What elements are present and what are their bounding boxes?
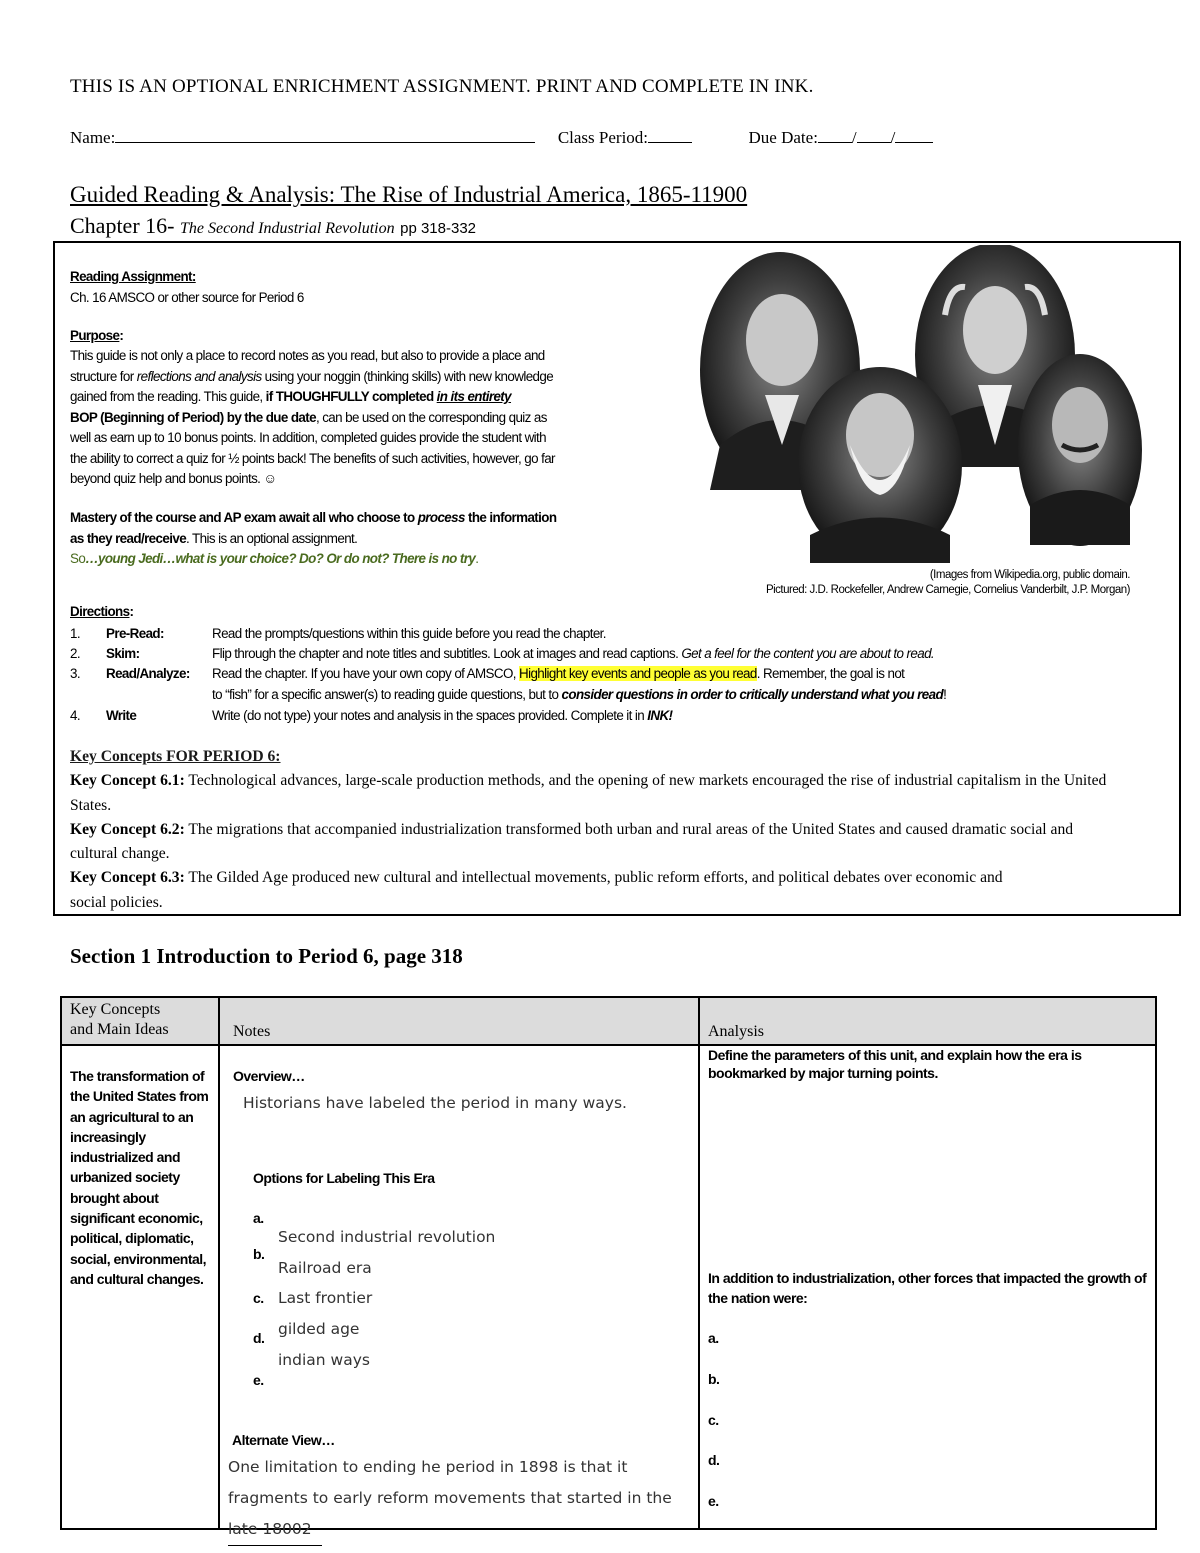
overview-label: Overview… <box>233 1068 305 1084</box>
options-label: Options for Labeling This Era <box>253 1170 435 1186</box>
analysis-letter[interactable]: b. <box>708 1371 720 1387</box>
option-answer[interactable]: Railroad era <box>278 1259 372 1277</box>
industrialist-portraits-image <box>700 245 1145 563</box>
chapter-label: Chapter 16- <box>70 213 175 238</box>
due-date-day-field[interactable] <box>857 128 891 143</box>
reading-assignment-text: Ch. 16 AMSCO or other source for Period 6 <box>70 290 304 305</box>
name-label: Name: <box>70 128 116 147</box>
column-divider <box>698 998 700 1528</box>
date-separator: / <box>890 128 896 147</box>
photo-credit: (Images from Wikipedia.org, public domain. Pictured: J.D. Rockefeller, Andrew Carnegie, Cornelius Vanderbilt, J.P. Morgan) <box>765 569 1130 596</box>
due-date-year-field[interactable] <box>895 128 933 143</box>
analysis-prompt-forces: In addition to industrialization, other forces that impacted the growth of the nation were: <box>708 1270 1147 1306</box>
date-separator: / <box>851 128 857 147</box>
purpose-heading: Purpose: <box>70 328 124 343</box>
option-answer[interactable]: Second industrial revolution <box>278 1228 496 1246</box>
chapter-subtitle: The Second Industrial Revolution <box>179 220 395 237</box>
alternate-view-label: Alternate View… <box>232 1432 335 1448</box>
name-field[interactable] <box>115 128 535 143</box>
option-letter: b. <box>253 1246 265 1262</box>
reading-assignment-heading: Reading Assignment: <box>70 269 196 284</box>
analysis-prompt-parameters: Define the parameters of this unit, and explain how the era is bookmarked by major turning points. <box>708 1047 1082 1081</box>
option-answer[interactable]: Last frontier <box>278 1289 373 1307</box>
option-letter: d. <box>253 1330 265 1346</box>
key-concepts <box>70 745 1140 915</box>
class-period-label: Class Period: <box>557 128 649 147</box>
guide-title: Guided Reading & Analysis: The Rise of Industrial America, 1865-11900 <box>70 182 748 207</box>
carnegie-portrait <box>798 367 962 563</box>
mastery-statement: Mastery of the course and AP exam await all who choose to process the information as they read/receive. This is an optional assignment. So…young Jedi…what is your choice? Do? Or do not? There is no try. <box>70 510 557 566</box>
purpose-text: This guide is not only a place to record notes as you read, but also to provide a place and structure for reflections and analysis using your noggin (thinking skills) with new knowledge gained from the reading. This guide, if THOUGHFULLY completed in its entirety BOP (Beginning of Period) by the due date, can be used on the corresponding quiz as well as earn up to 10 bonus points. In addition, completed guides provide the student with the ability to correct a quiz for ½ points back! The benefits of such activities, however, go far beyond quiz help and bonus points. ☺ <box>70 348 555 486</box>
overview-answer[interactable]: Historians have labeled the period in many ways. <box>243 1094 627 1112</box>
highlighted-text: Highlight key events and people as you read <box>519 666 757 681</box>
key-concept-item: Key Concept 6.3: The Gilded Age produced new cultural and intellectual movements, public reform efforts, and political debates over economic and social policies. <box>70 869 1003 911</box>
due-date-month-field[interactable] <box>818 128 852 143</box>
assignment-banner: THIS IS AN OPTIONAL ENRICHMENT ASSIGNMENT. PRINT AND COMPLETE IN INK. <box>70 76 814 97</box>
header-notes: Notes <box>233 1023 271 1040</box>
key-concepts-heading: Key Concepts FOR PERIOD 6: <box>70 748 281 765</box>
section-title: Section 1 Introduction to Period 6, page 318 <box>70 944 463 968</box>
header-analysis: Analysis <box>708 1023 764 1040</box>
analysis-letter[interactable]: c. <box>708 1412 719 1428</box>
class-period-field[interactable] <box>648 128 692 143</box>
notes-table <box>60 996 1157 1538</box>
directions-heading: Directions: <box>70 604 134 619</box>
table-header-row <box>62 998 1155 1046</box>
alternate-view-answer[interactable]: One limitation to ending he period in 1898 is that it fragments to early reform movements that started in the late 18002 <box>228 1452 672 1546</box>
option-letter: e. <box>253 1372 264 1388</box>
analysis-letter[interactable]: e. <box>708 1493 719 1509</box>
option-letter: c. <box>253 1290 264 1306</box>
header-key-concepts: Key Concepts and Main Ideas <box>70 1001 169 1038</box>
due-date-label: Due Date: <box>748 128 818 147</box>
option-answer[interactable]: indian ways <box>278 1351 370 1369</box>
main-idea-text: The transformation of the United States from an agricultural to an increasingly industrialized and urbanized society brought about significant economic, political, diplomatic, social, environmental, and cultural changes. <box>70 1068 209 1287</box>
analysis-letter[interactable]: d. <box>708 1452 720 1468</box>
key-concept-item: Key Concept 6.1: Technological advances, large-scale production methods, and the opening of new markets encouraged the rise of industrial capitalism in the United States. <box>70 772 1107 814</box>
option-letter: a. <box>253 1210 264 1226</box>
key-concept-item: Key Concept 6.2: The migrations that accompanied industrialization transformed both urban and rural areas of the United States and caused dramatic social and cultural change. <box>70 820 1074 863</box>
chapter-heading <box>70 213 476 239</box>
morgan-portrait <box>1018 354 1142 546</box>
option-answer[interactable]: gilded age <box>278 1320 360 1338</box>
chapter-pages: pp 318-332 <box>400 220 477 237</box>
column-divider <box>218 998 220 1528</box>
analysis-letter[interactable]: a. <box>708 1330 719 1346</box>
student-info-line <box>70 128 933 148</box>
